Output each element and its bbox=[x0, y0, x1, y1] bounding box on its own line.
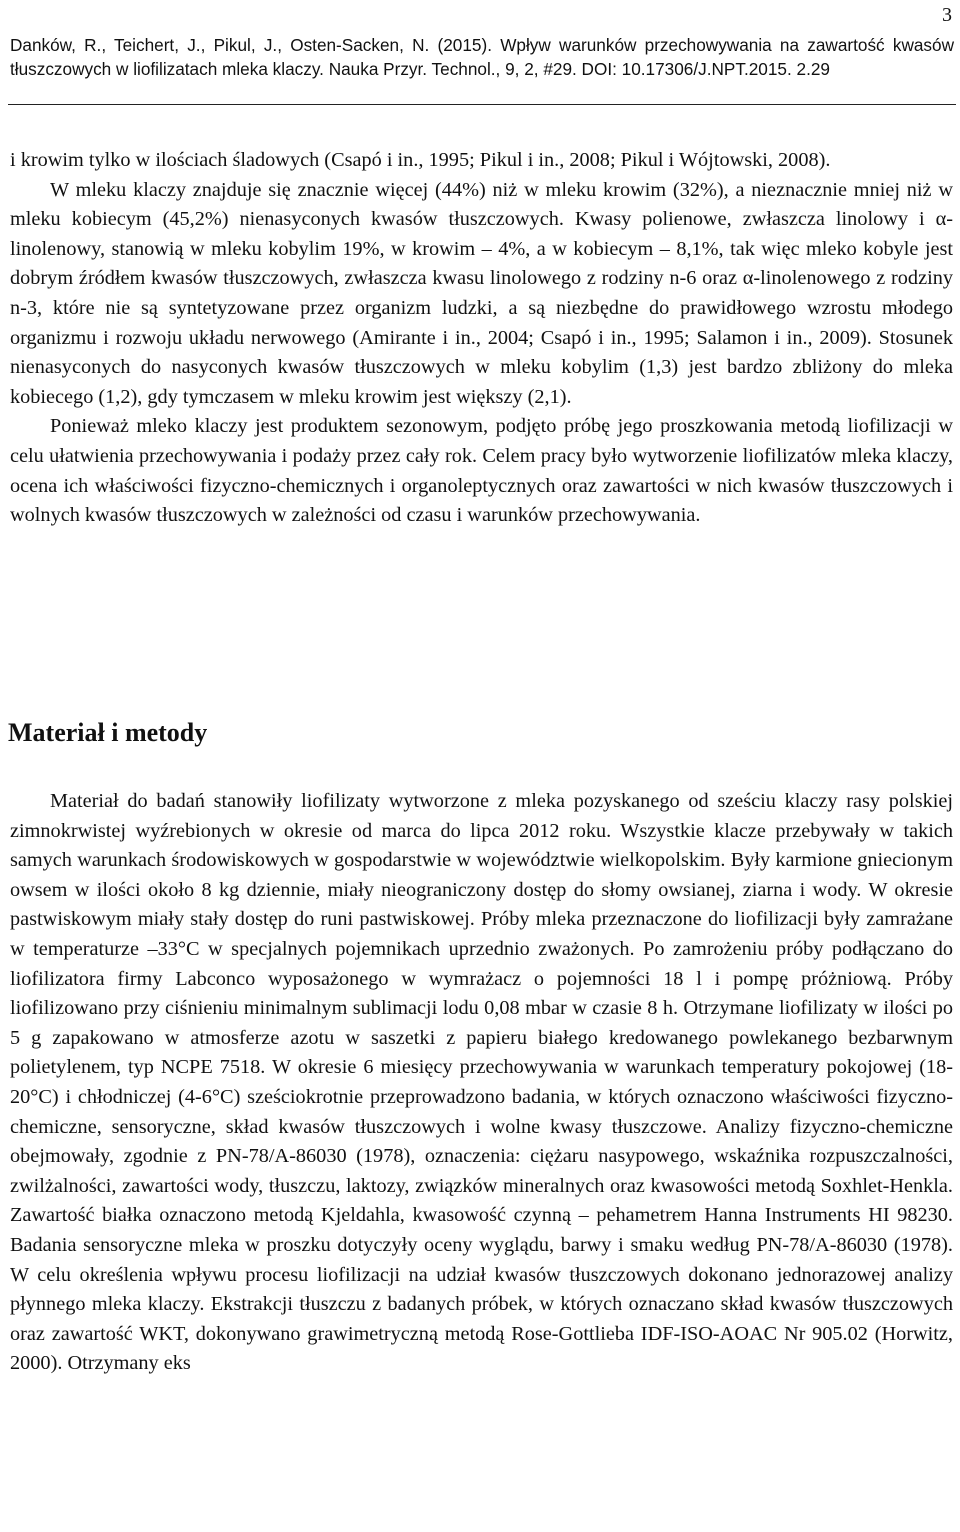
intro-section bbox=[10, 146, 953, 531]
section-heading: Materiał i metody bbox=[8, 718, 208, 747]
page-number: 3 bbox=[942, 4, 952, 26]
header-rule bbox=[8, 104, 956, 105]
citation-header: Danków, R., Teichert, J., Pikul, J., Osten-Sacken, N. (2015). Wpływ warunków przechowywania na zawartość kwasów tłuszczowych w liofilizatach mleka klaczy. Nauka Przyr. Technol., 9, 2, #29. DOI: 10.17306/J.NPT.2015. 2.29 bbox=[10, 35, 954, 79]
methods-paragraph: Materiał do badań stanowiły liofilizaty wytworzone z mleka pozyskanego od sześciu klaczy rasy polskiej zimnokrwistej wyźrebionych w okresie od marca do lipca 2012 roku. Wszystkie klacze przebywały w takich samych warunkach środowiskowych w gospodarstwie w województwie wielkopolskim. Były karmione gniecionym owsem w ilości około 8 kg dziennie, miały nieograniczony dostęp do słomy owsianej, ziarna i wody. W okresie pastwiskowym miały stały dostęp do runi pastwiskowej. Próby mleka przeznaczone do liofilizacji były zamrażane w temperaturze –33°C w specjalnych pojemnikach uprzednio zważonych. Po zamrożeniu próby podłączano do liofilizatora firmy Labconco wyposażonego w wymrażacz o pojemności 18 l i pompę próżniową. Próby liofilizowano przy ciśnieniu minimalnym sublimacji lodu 0,08 mbar w czasie 8 h. Otrzymane liofilizaty w ilości po 5 g zapakowano w atmosferze azotu w saszetki z papieru białego kredowanego powlekanego bezbarwnym polietylenem, typ NCPE 7518. W okresie 6 miesięcy przechowywania w warunkach temperatury pokojowej (18-20°C) i chłodniczej (4-6°C) sześciokrotnie przeprowadzono badania, w których oznaczono właściwości fizyczno-chemiczne, sensoryczne, skład kwasów tłuszczowych i wolne kwasy tłuszczowe. Analizy fizyczno-chemiczne obejmowały, zgodnie z PN-78/A-86030 (1978), oznaczenia: ciężaru nasypowego, wskaźnika rozpuszczalności, zwilżalności, zawartości wody, tłuszczu, laktozy, związków mineralnych oraz kwasowości metodą Soxhlet-Henkla. Zawartość białka oznaczono metodą Kjeldahla, kwasowość czynną – pehametrem Hanna Instruments HI 98230. Badania sensoryczne mleka w proszku dotyczyły oceny wyglądu, barwy i smaku według PN-78/A-86030 (1978). W celu określenia wpływu procesu liofilizacji na udział kwasów tłuszczowych dokonano jednorazowej analizy płynnego mleka klaczy. Ekstrakcji tłuszczu z badanych próbek, w których oznaczano skład kwasów tłuszczowych oraz zawartość WKT, dokonywano grawimetryczną metodą Rose-Gottlieba IDF-ISO-AOAC Nr 905.02 (Horwitz, 2000). Otrzymany eks bbox=[10, 790, 953, 1375]
methods-section bbox=[10, 787, 953, 1379]
intro-paragraph-2: W mleku klaczy znajduje się znacznie więcej (44%) niż w mleku krowim (32%), a nieznacznie mniej niż w mleku kobiecym (45,2%) nienasyconych kwasów tłuszczowych. Kwasy polienowe, zwłaszcza linolowy i α-linolenowy, stanowią w mleku kobylim 19%, w krowim – 4%, a w kobiecym – 8,1%, tak więc mleko kobyle jest dobrym źródłem kwasów tłuszczowych, zwłaszcza kwasu linolowego z rodziny n-6 oraz α-linolenowego z rodziny n-3, które nie są syntetyzowane przez organizm ludzki, a są niezbędne do prawidłowego wzrostu młodego organizmu i rozwoju układu nerwowego (Amirante i in., 2004; Csapó i in., 1995; Salamon i in., 2009). Stosunek nienasyconych do nasyconych kwasów tłuszczowych w mleku kobylim (1,3) jest bardzo zbliżony do mleka kobiecego (1,2), gdy tymczasem w mleku krowim jest większy (2,1). bbox=[10, 178, 953, 408]
intro-paragraph-1: i krowim tylko w ilościach śladowych (Csapó i in., 1995; Pikul i in., 2008; Pikul i Wójtowski, 2008). bbox=[10, 149, 831, 171]
intro-paragraph-3: Ponieważ mleko klaczy jest produktem sezonowym, podjęto próbę jego proszkowania metodą liofilizacji w celu ułatwienia przechowywania i podaży przez cały rok. Celem pracy było wytworzenie liofilizatów mleka klaczy, ocena ich właściwości fizyczno-chemicznych i organoleptycznych oraz zawartości w nich kwasów tłuszczowych i wolnych kwasów tłuszczowych w zależności od czasu i warunków przechowywania. bbox=[10, 415, 953, 527]
